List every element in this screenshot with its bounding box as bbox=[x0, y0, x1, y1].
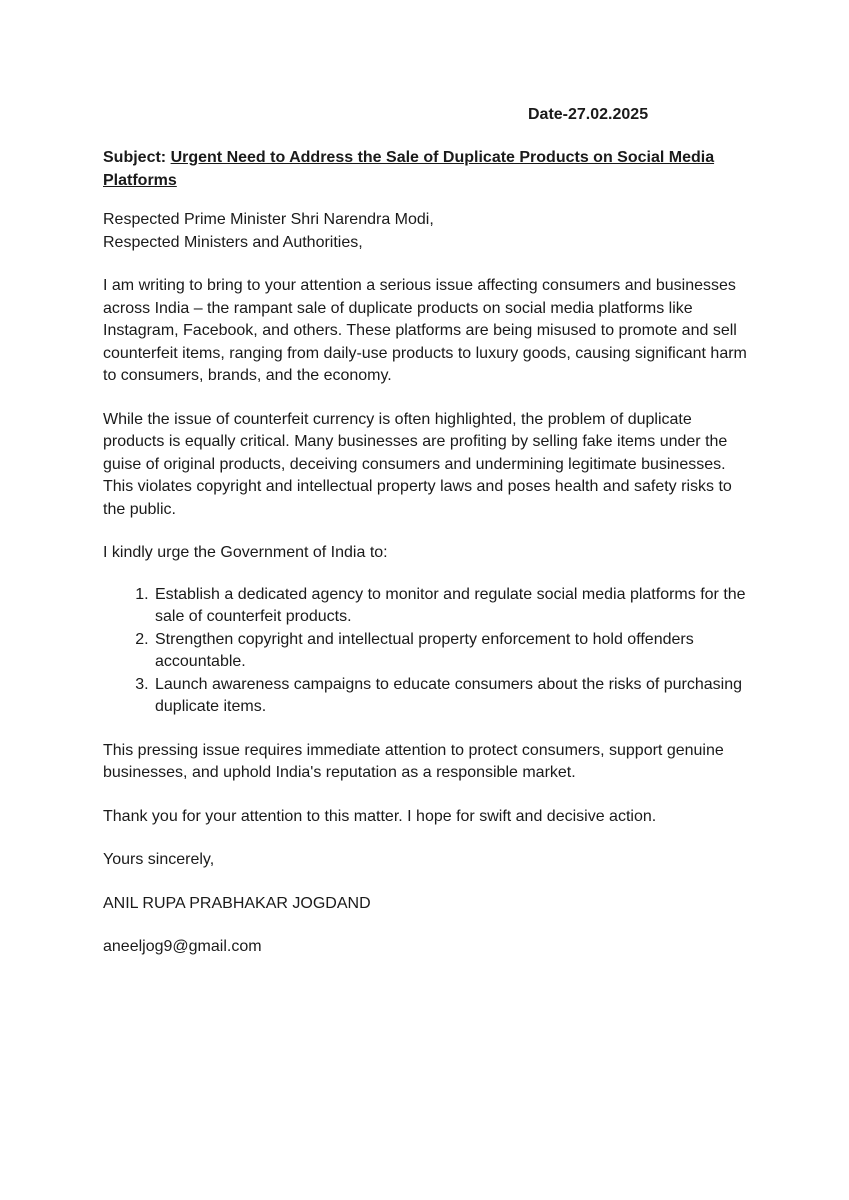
letter-body bbox=[103, 103, 753, 959]
letter-date: Date-27.02.2025 bbox=[528, 106, 649, 123]
request-item: 1. Establish a dedicated agency to monitor and regulate social media platforms for the sale of counterfeit products. bbox=[153, 584, 753, 629]
paragraph-urgency: This pressing issue requires immediate attention to protect consumers, support genuine businesses, and uphold India's reputation as a responsible market. bbox=[103, 741, 724, 781]
paragraph-thanks: Thank you for your attention to this matter. I hope for swift and decisive action. bbox=[103, 807, 657, 825]
salutation-line-2: Respected Ministers and Authorities, bbox=[103, 233, 363, 251]
salutation-line-1: Respected Prime Minister Shri Narendra Modi, bbox=[103, 211, 434, 228]
paragraph-problem: While the issue of counterfeit currency is often highlighted, the problem of duplicate products is equally critical. Many businesses are profiting by selling fake items under the guise of original products, deceiving consumers and undermining legitimate businesses. This violates copyright and intellectual property laws and poses health and safety risks to the public. bbox=[103, 410, 732, 518]
salutation bbox=[103, 209, 753, 254]
valediction: Yours sincerely, bbox=[103, 851, 215, 868]
request-item: 3. Launch awareness campaigns to educate consumers about the risks of purchasing duplicate items. bbox=[153, 674, 753, 719]
request-item: 2. Strengthen copyright and intellectual property enforcement to hold offenders accountable. bbox=[153, 629, 753, 674]
subject-line bbox=[103, 147, 753, 192]
subject-text: Urgent Need to Address the Sale of Duplicate Products on Social Media Platforms bbox=[103, 149, 715, 189]
signatory-email: aneeljog9@gmail.com bbox=[103, 938, 262, 955]
signatory-name: ANIL RUPA PRABHAKAR JOGDAND bbox=[103, 894, 371, 912]
paragraph-intro: I am writing to bring to your attention a serious issue affecting consumers and businesses across India – the rampant sale of duplicate products on social media platforms like Instagram, Facebook, and others. These platforms are being misused to promote and sell counterfeit items, ranging from daily-use products to luxury goods, causing significant harm to consumers, brands, and the economy. bbox=[103, 277, 747, 384]
subject-label: Subject: bbox=[103, 149, 167, 166]
paragraph-request-intro: I kindly urge the Government of India to: bbox=[103, 544, 388, 561]
request-list bbox=[103, 584, 753, 719]
